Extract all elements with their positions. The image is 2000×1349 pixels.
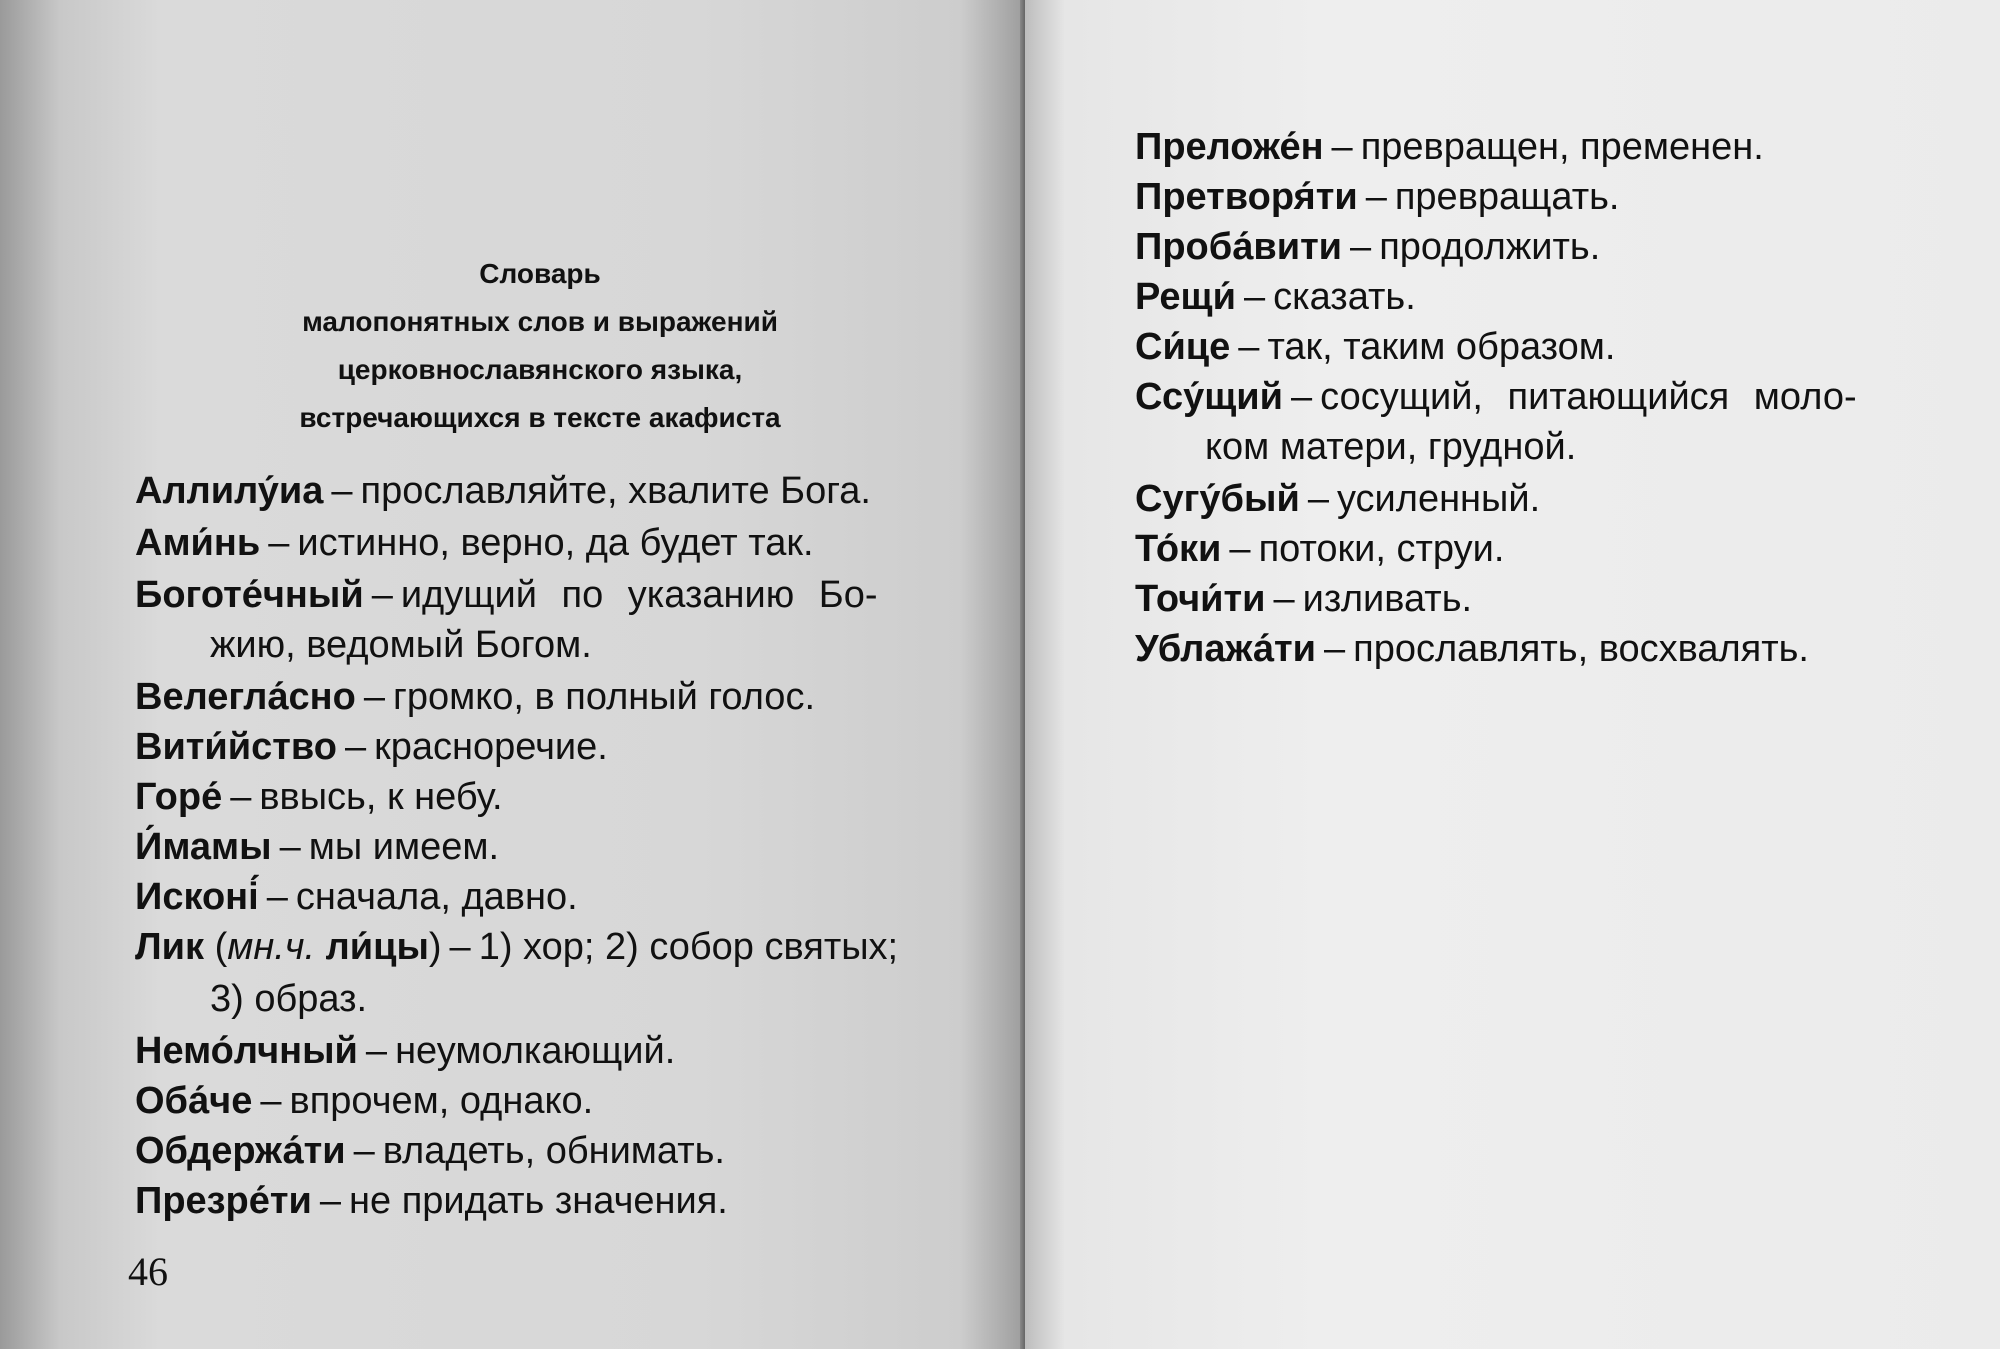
entry-definition: сначала, давно. [295, 876, 578, 918]
entry-bogotechny [135, 570, 878, 620]
entry-dash: – [1238, 326, 1260, 368]
entry-dash: – [1291, 376, 1313, 418]
entry-dash: – [1229, 528, 1251, 570]
entry-term: Точи́ти [1135, 578, 1266, 620]
entry-note-term: ли́цы [325, 926, 429, 968]
entry-probaviti [1135, 222, 1600, 272]
entry-definition: продолжить. [1379, 226, 1601, 268]
entry-alliluia [135, 466, 871, 516]
entry-definition: неумолкающий. [395, 1030, 676, 1072]
entry-term: Вити́йство [135, 726, 337, 768]
entry-note-close: ) [428, 926, 442, 968]
entry-definition: красноречие. [374, 726, 608, 768]
entry-term: Немо́лчный [135, 1030, 358, 1072]
entry-dash: – [1350, 226, 1372, 268]
entry-dash: – [371, 574, 393, 616]
entry-definition: идущий по указанию Бо- [400, 574, 878, 616]
entry-term: Велегла́сно [135, 676, 356, 718]
entry-note-open: ( [214, 926, 228, 968]
entry-dash: – [363, 676, 385, 718]
entry-dash: – [331, 470, 353, 512]
entry-continuation: ком матери, грудной. [1205, 426, 1577, 468]
entry-sitse [1135, 322, 1616, 372]
entry-iskoni [135, 872, 578, 922]
entry-imamy [135, 822, 499, 872]
entry-note-abbr: мн.ч. [227, 926, 316, 968]
entry-veleglasno [135, 672, 815, 722]
entry-dash: – [319, 1180, 342, 1222]
entry-term: Аллилу́иа [135, 470, 324, 512]
entry-continuation: 3) образ. [210, 978, 368, 1020]
entry-dash: – [1324, 628, 1346, 670]
entry-term: Претворя́ти [1135, 176, 1358, 218]
entry-term: Обдержа́ти [135, 1130, 346, 1172]
entry-definition: изливать. [1302, 578, 1473, 620]
entry-nemolchny [135, 1026, 675, 1076]
entry-dash: – [266, 876, 288, 918]
entry-term: Лик [135, 926, 205, 968]
entry-dash: – [230, 776, 252, 818]
entry-ublazhati [1135, 624, 1809, 674]
entry-vitiystvo [135, 722, 608, 772]
entry-definition: мы имеем. [308, 826, 500, 868]
entry-continuation: жию, ведомый Богом. [210, 624, 592, 666]
entry-dash: – [1365, 176, 1387, 218]
entry-dash: – [1307, 478, 1329, 520]
entry-term: Сугу́бый [1135, 478, 1300, 520]
heading-line-3: церковнославянского языка, [337, 354, 743, 385]
entry-reshchi [1135, 272, 1416, 322]
entry-definition: громко, в полный голос. [392, 676, 815, 718]
entry-dash: – [353, 1130, 375, 1172]
entry-term: То́ки [1135, 528, 1222, 570]
entry-dash: – [1243, 276, 1266, 318]
entry-amin [135, 518, 814, 568]
right-page [1025, 0, 2000, 1349]
entry-term: Презре́ти [135, 1180, 312, 1222]
entry-term: Горе́ [135, 776, 223, 818]
entry-definition: сосущий, питающийся моло- [1320, 376, 1857, 418]
entry-toki [1135, 524, 1504, 574]
entry-definition: ввысь, к небу. [259, 776, 503, 818]
entry-gore [135, 772, 503, 822]
entry-term: И́мамы [135, 826, 272, 868]
entry-pretvoryati [1135, 172, 1619, 222]
entry-definition: сказать. [1273, 276, 1416, 318]
entry-term: Рещи́ [1135, 276, 1236, 318]
entry-dash: – [260, 1080, 282, 1122]
entry-term: Оба́че [135, 1080, 253, 1122]
entry-obderzhati [135, 1126, 725, 1176]
entry-lik [135, 922, 898, 972]
entry-prezreti [135, 1176, 728, 1226]
entry-definition: так, таким образом. [1267, 326, 1616, 368]
heading-line-1: Словарь [479, 258, 601, 289]
entry-definition: прославлять, восхвалять. [1353, 628, 1809, 670]
entry-dash: – [365, 1030, 388, 1072]
entry-suguby [1135, 474, 1540, 524]
entry-ssushchiy [1135, 372, 1857, 422]
entry-dash: – [344, 726, 367, 768]
entry-term: Преложе́н [1135, 126, 1324, 168]
entry-definition: впрочем, однако. [289, 1080, 594, 1122]
entry-definition: владеть, обнимать. [382, 1130, 725, 1172]
entry-term: Исконі́ [135, 876, 259, 918]
entry-definition: не придать значения. [349, 1180, 728, 1222]
entry-obache [135, 1076, 593, 1126]
entry-definition: превращать. [1394, 176, 1620, 218]
entry-definition: усиленный. [1336, 478, 1541, 520]
entry-term: Боготе́чный [135, 574, 364, 616]
entry-term: Ублажа́ти [1135, 628, 1317, 670]
entry-definition: потоки, струи. [1258, 528, 1505, 570]
entry-term: Ами́нь [135, 522, 261, 564]
heading-line-2: малопонятных слов и выражений [302, 306, 778, 337]
entry-definition: превращен, пременен. [1360, 126, 1764, 168]
entry-dash: – [1273, 578, 1295, 620]
entry-dash: – [279, 826, 301, 868]
entry-term: Си́це [1135, 326, 1231, 368]
entry-term: Ссу́щий [1135, 376, 1283, 418]
entry-term: Проба́вити [1135, 226, 1343, 268]
glossary-heading [150, 250, 930, 442]
entry-prelozhen [1135, 122, 1764, 172]
entry-definition: прославляйте, хвалите Бога. [360, 470, 871, 512]
entry-definition: истинно, верно, да будет так. [297, 522, 814, 564]
entry-definition: 1) хор; 2) собор святых; [478, 926, 899, 968]
page-number: 46 [128, 1249, 168, 1294]
entry-dash: – [449, 926, 471, 968]
entry-dash: – [268, 522, 290, 564]
entry-dash: – [1331, 126, 1353, 168]
entry-tochiti [1135, 574, 1472, 624]
heading-line-4: встречающихся в тексте акафиста [299, 402, 781, 433]
